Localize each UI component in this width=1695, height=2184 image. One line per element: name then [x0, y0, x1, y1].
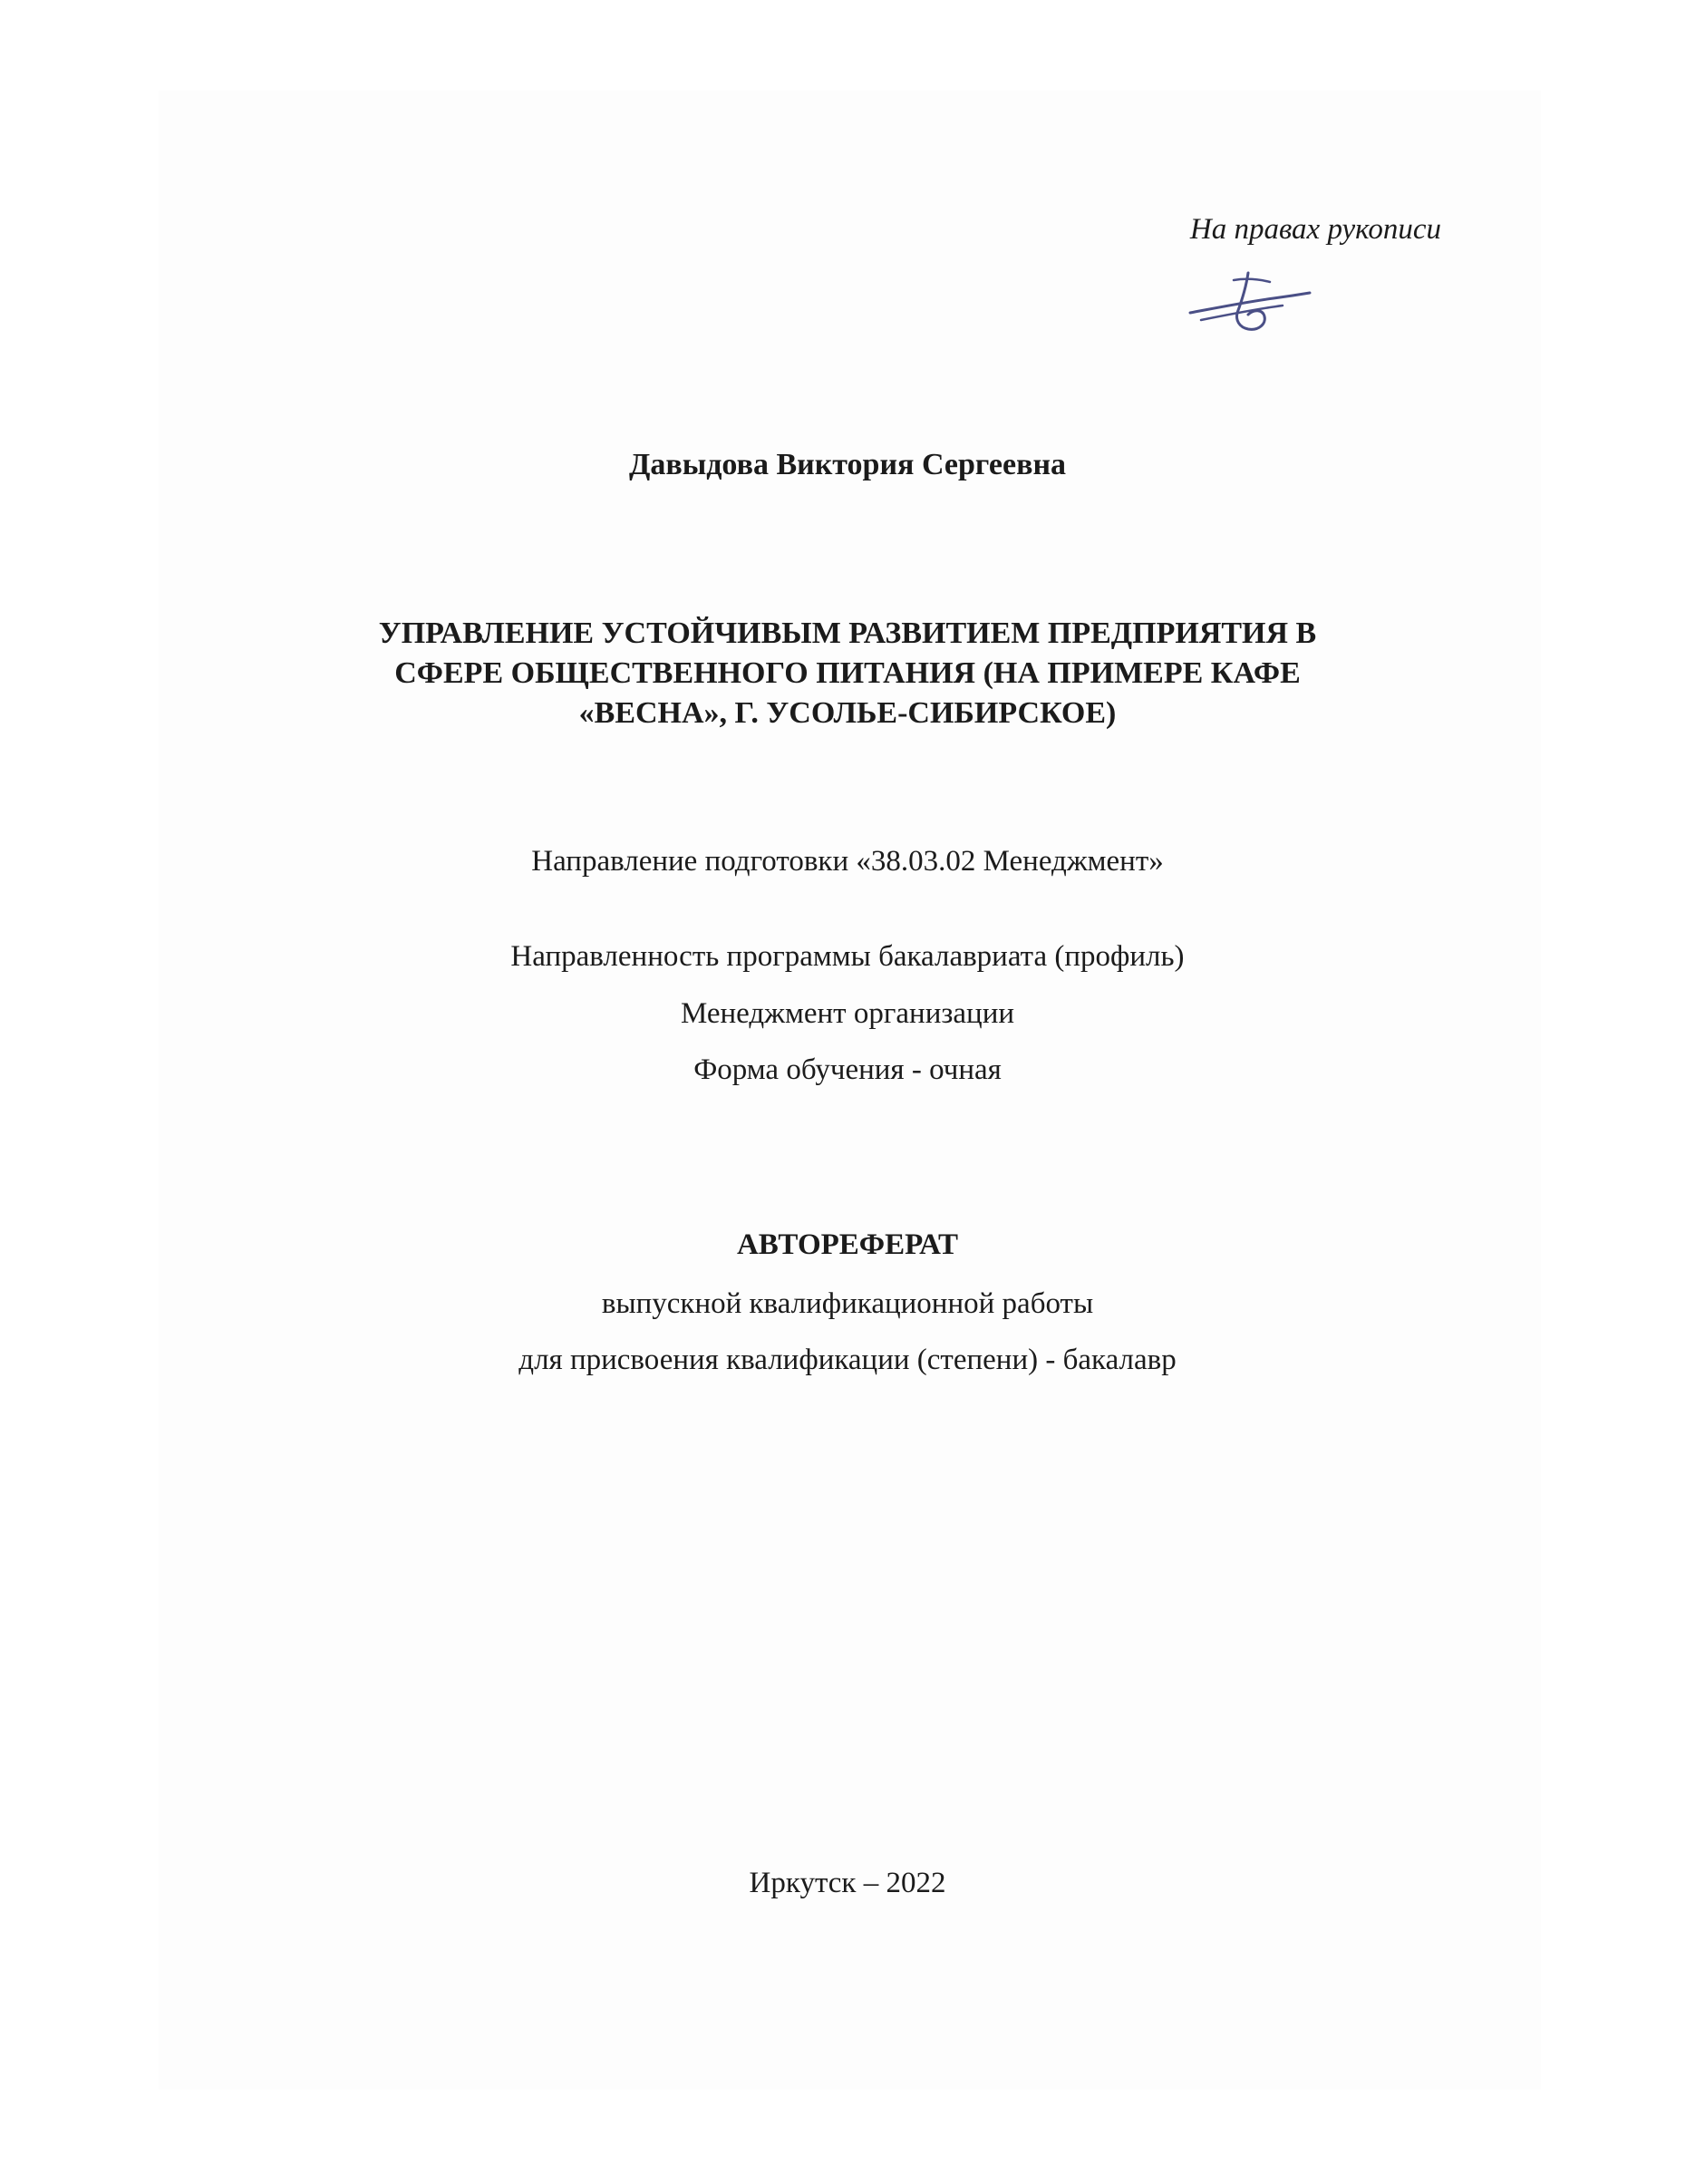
study-form: Форма обучения - очная [693, 1053, 1002, 1086]
thesis-title [349, 614, 1346, 733]
title-line: «ВЕСНА», Г. УСОЛЬЕ-СИБИРСКОЕ) [578, 696, 1117, 730]
abstract-subtitle-1: выпускной квалификационной работы [601, 1287, 1094, 1320]
title-line: УПРАВЛЕНИЕ УСТОЙЧИВЫМ РАЗВИТИЕМ ПРЕДПРИЯТИЯ В [378, 616, 1317, 650]
manuscript-note: На правах рукописи [1189, 213, 1441, 246]
author-name: Давыдова Виктория Сергеевна [628, 448, 1067, 481]
training-direction: Направление подготовки «38.03.02 Менеджмент» [531, 845, 1164, 878]
program-orientation: Направленность программы бакалавриата (профиль) [510, 940, 1185, 973]
abstract-heading: АВТОРЕФЕРАТ [736, 1228, 959, 1261]
program-profile: Менеджмент организации [680, 997, 1015, 1030]
document-page [159, 91, 1541, 2090]
abstract-subtitle-2: для присвоения квалификации (степени) - бакалавр [518, 1344, 1177, 1376]
city-year: Иркутск – 2022 [749, 1867, 946, 1899]
signature-icon [1183, 267, 1319, 340]
title-line: СФЕРЕ ОБЩЕСТВЕННОГО ПИТАНИЯ (НА ПРИМЕРЕ КАФЕ [394, 656, 1301, 690]
